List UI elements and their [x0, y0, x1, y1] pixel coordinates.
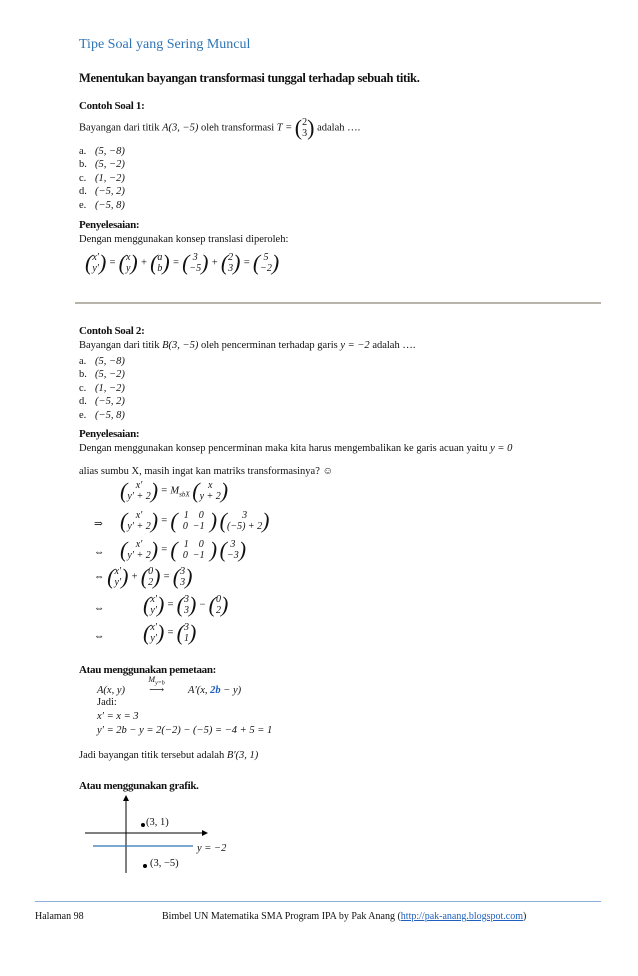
arrow-iff-3: ⇔ [94, 631, 105, 642]
option-d: d. (−5, 2) [79, 186, 125, 198]
reflection-graph [85, 795, 285, 875]
footer-page: Halaman 98 [35, 911, 84, 922]
step-3: ( x′ y′ + 2 ) = ( 1 0 0 −1 ) ( 3 −3 ) [120, 537, 247, 562]
step-4: ⇔ ( x′ y′ ) + ( 0 2 ) = ( 3 3 ) [94, 564, 193, 589]
arrow-iff-1: ⇔ [94, 547, 105, 558]
q1-transform-label: T = [276, 122, 295, 134]
example2-heading: Contoh Soal 2: [79, 325, 145, 337]
result-x: x′ = x = 3 [97, 711, 139, 722]
step-5: ( x′ y′ ) = ( 3 3 ) − ( 0 2 ) [143, 592, 229, 617]
example2-question: Bayangan dari titik B(3, −5) oleh pencerminan terhadap garis y = −2 adalah …. [79, 340, 416, 351]
y-axis-arrow-icon [123, 795, 129, 801]
mapping-heading: Atau menggunakan pemetaan: [79, 664, 217, 676]
graph-line-label: y = −2 [197, 843, 227, 854]
conclusion: Jadi bayangan titik tersebut adalah B′(3, 1) [79, 750, 259, 761]
jadi-label: Jadi: [97, 697, 117, 708]
q1-translation-vector: ( 2 3 ) [294, 115, 315, 140]
step-2: ( x′ y′ + 2 ) = ( 1 0 0 −1 ) ( 3 (−5) + 2 ) [120, 508, 270, 533]
example1-heading: Contoh Soal 1: [79, 100, 145, 112]
example2-solution-line1: Dengan menggunakan konsep pencerminan maka kita harus mengembalikan ke garis acuan yaitu y = 0 [79, 443, 513, 454]
arrow-iff-2: ⇔ [94, 603, 105, 614]
example1-solution-heading: Penyelesaian: [79, 219, 140, 231]
result-y: y′ = 2b − y = 2(−2) − (−5) = −4 + 5 = 1 [97, 725, 273, 736]
section-divider [75, 302, 601, 304]
q1-point: A(3, −5) [162, 122, 199, 134]
point-image [141, 823, 145, 827]
x-axis-arrow-icon [202, 830, 208, 836]
example2-options [79, 355, 125, 422]
option-c: c. (1, −2) [79, 382, 125, 394]
graph-label-image: (3, 1) [146, 817, 169, 828]
option-d: d. (−5, 2) [79, 396, 125, 408]
option-a: a. (5, −8) [79, 356, 125, 367]
graph-label-original: (3, −5) [150, 858, 179, 869]
option-e: e. (−5, 8) [79, 199, 125, 211]
footer-divider [35, 901, 601, 902]
example2-solution-heading: Penyelesaian: [79, 428, 140, 440]
mapping-formula: A(x, y) $M_{y=b}$ ⟶ A′(x, 2b − y) [97, 675, 242, 696]
example2-solution-line2: alias sumbu X, masih ingat kan matriks transformasinya? ☺ [79, 466, 334, 477]
point-original [143, 864, 147, 868]
example1-solution-text: Dengan menggunakan konsep translasi diperoleh: [79, 234, 289, 245]
example1-options [79, 145, 125, 212]
page-header-title: Tipe Soal yang Sering Muncul [79, 37, 251, 52]
section-title: Menentukan bayangan transformasi tunggal terhadap sebuah titik. [79, 71, 420, 85]
q1-text-pre: Bayangan dari titik [79, 122, 163, 134]
step-6: ( x′ y′ ) = ( 3 1 ) [143, 620, 197, 645]
step-1: ( x′ y′ + 2 ) = $M_{sbX}$ ( x y + 2 ) [120, 478, 229, 503]
option-b: b. (5, −2) [79, 159, 125, 171]
arrow-implies: ⇒ [94, 519, 103, 530]
option-a: a. (5, −8) [79, 146, 125, 157]
option-b: b. (5, −2) [79, 369, 125, 381]
option-c: c. (1, −2) [79, 172, 125, 184]
graph-heading: Atau menggunakan grafik. [79, 780, 199, 792]
option-e: e. (−5, 8) [79, 409, 125, 421]
footer-link[interactable]: http://pak-anang.blogspot.com [400, 911, 523, 922]
footer-credit: Bimbel UN Matematika SMA Program IPA by Pak Anang (http://pak-anang.blogspot.com) [162, 911, 527, 922]
example1-question [79, 117, 360, 139]
example1-equation: ( x′ y′ ) = ( x y ) + ( a b ) = ( 3 −5 ) + ( 2 3 ) = ( 5 −2 ) [85, 250, 280, 275]
q1-text-mid: oleh transformasi [198, 122, 277, 134]
q1-text-post: adalah …. [314, 122, 361, 134]
